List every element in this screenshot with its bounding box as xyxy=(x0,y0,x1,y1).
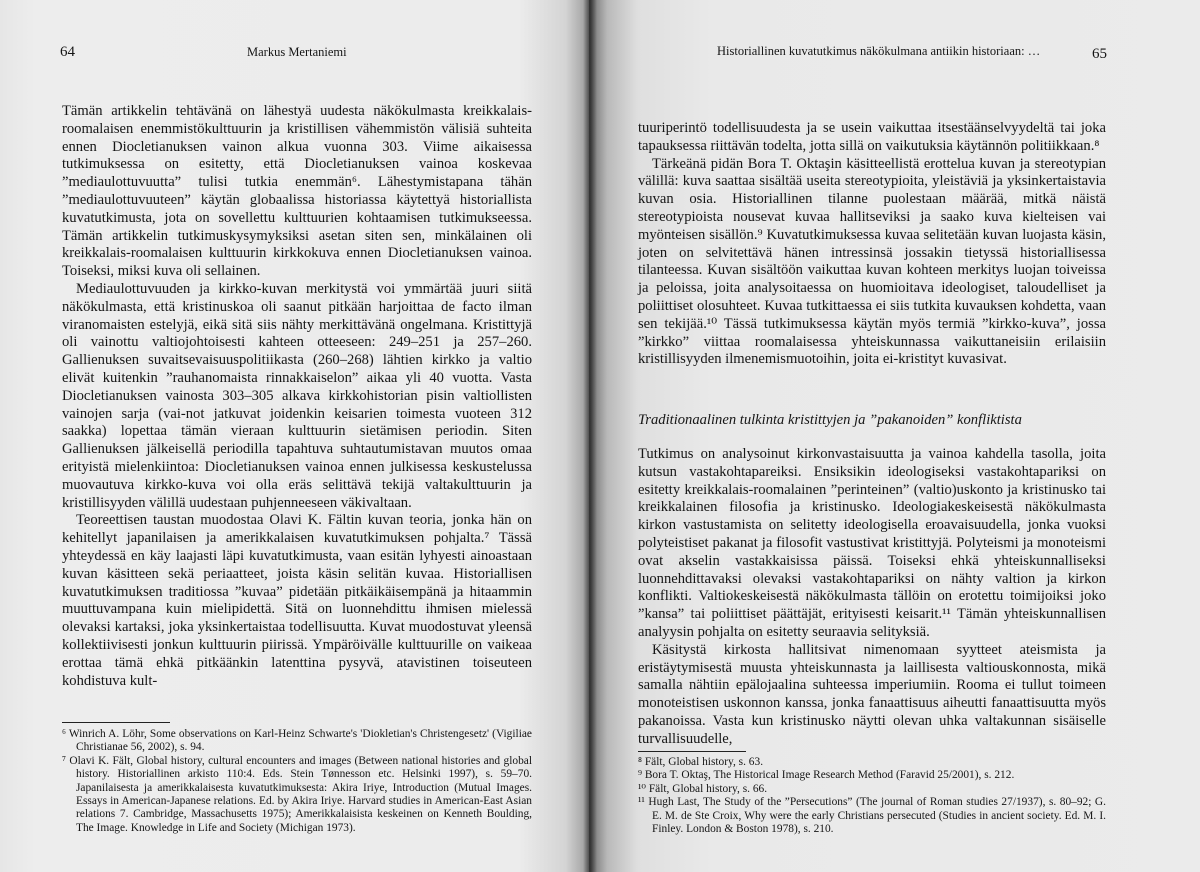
footnote: ⁹ Bora T. Oktaş, The Historical Image Research Method (Faravid 25/2001), s. 212. xyxy=(638,769,1015,782)
paragraph: Tutkimus on analysoinut kirkonvastaisuutta ja vainoa kahdella tasolla, joita kutsun vastakohtapareiksi. Ensiksikin ideologiseksi vastakohtapariksi on esitetty kreikkalais-roomalainen ”perinteinen” (valtio)uskonto ja kristinusko tai kreikkalainen filosofia ja kristinusko. Ideologiakeskeisestä näkökulmasta kirkon vastustamista on selitetty ideologisella eroavaisuudella, jonka vuoksi polyteistiset pakanat ja filosofit vastustivat kristittyjä. Polyteismi ja monoteismi ovat akselin vastakkaisissa päissä. Toiseksi ehkä yhteiskunnalliseksi luonnehdittavaksi olevaksi vastakohtapariksi on nähty valtion ja kirkon konflikti. Valtiokeskeisestä näkökulmasta tällöin on erotettu toimijoiksi joko ”kansa” tai poliittiset päättäjät, erityisesti keisarit.¹¹ Tämän yhteiskunnallisen analyysin pohjalta on esitetty seuraavia selityksiä. xyxy=(638,446,1106,640)
footnote-rule xyxy=(62,722,170,723)
paragraph: Mediaulottuvuuden ja kirkko-kuvan merkitystä voi ymmärtää juuri siitä näkökulmasta, että kristinuskoa oli saanut pitkään harjoittaa de facto ilman viranomaisten estelyjä, eikä sitä siis nähty merkittävänä ongelmana. Kristittyjä oli vainottu valtiojohtoisesti kahteen otteeseen: 249–251 ja 257–260. Gallienuksen suvaitsevaisuuspolitiikasta (260–268) lähtien kirkko ja valtio elivät kuitenkin ”rauhanomaista rinnakkaiselon” aikaa yli 40 vuotta. Vasta Diocletianuksen vainosta 303–305 alkava kirkkohistorian pisin valtiollisten vainojen sarja (vai-not jatkuvat joidenkin keisarien toimesta vuoteen 312 saakka) lopettaa tämän vieraan kulttuurin sietämisen periodin. Siten Gallienuksen jälkeisellä periodilla tapahtuva suhtautumistavan muutos omaa erityistä mielenkiintoa: Diocletianuksen vainoa ennen julkisessa keskustelussa muovautuva kirkko-kuva voi olla eräs selittävä tekijä valtakulttuurin ja kristillisyyden välillä uudestaan puhjenneeseen väkivaltaan. xyxy=(62,280,532,511)
footnote: ¹⁰ Fält, Global history, s. 66. xyxy=(638,782,768,795)
footnote: ⁶ Winrich A. Löhr, Some observations on Karl-Heinz Schwarte's 'Diokletian's Christengesetz' (Vigiliae Christianae 56, 2002), s. 94. xyxy=(62,728,532,754)
running-head: Markus Mertaniemi xyxy=(247,45,347,59)
left-page xyxy=(0,0,589,872)
section-subheading: Traditionaalinen tulkinta kristittyjen ja ”pakanoiden” konfliktista xyxy=(638,412,1022,428)
right-page xyxy=(589,0,1200,872)
body-text xyxy=(62,103,532,690)
body-text xyxy=(638,446,1106,749)
book-gutter-shadow xyxy=(583,0,597,872)
page-number: 65 xyxy=(1092,46,1107,62)
paragraph: Tärkeänä pidän Bora T. Oktaşin käsitteellistä erottelua kuvan ja stereotypian välillä: kuva saattaa sisältää useita stereotypioita, yleistäviä ja yksinkertaistavia kuvan osia. Historiallinen tilanne puolestaan määrää, mitkä näistä stereotypioista nousevat kuvaa hallitseviksi ja saako kuva kielteisen vai myönteisen sisällön.⁹ Kuvatutkimuksessa kuvaa selitetään kuvan luojasta käsin, joten on selvitettävä hänen intressinsä jossakin tietyssä historiallisessa tilanteessa. Kuvan sisältöön vaikuttaa kuvan kohteen merkitys luojan toiveissa ja peloissa, joita analysoitaessa on huomioitava ideologiset, taloudelliset ja poliittiset olosuhteet. Kuvaa tutkittaessa ei siis tutkita kuvauksen kohdetta, vaan sen tekijää.¹⁰ Tässä tutkimuksessa käytän myös termiä ”kirkko-kuva”, jossa ”kirkko” viittaa roomalaisessa yhteiskunnassa vaikuttaneisiin erilaisiin kristillisyyden ilmenemismuotoihin, joita ei-kristityt kuvasivat. xyxy=(638,155,1106,368)
footnote: ⁸ Fält, Global history, s. 63. xyxy=(638,756,764,768)
footnotes xyxy=(638,756,1106,836)
footnotes xyxy=(62,728,532,835)
footnote: ⁷ Olavi K. Fält, Global history, cultural encounters and images (Between national histories and global history. Historiallinen arkisto 110:4. Eds. Stein Tønnesson etc. Helsinki 1997), s. 59–70. Japanilaisesta ja amerikkalaisesta kuvatutkimuksesta: Akira Iriye, Introduction (Mutual Images. Essays in American-Japanese relations. Ed. by Akira Iriye. Harvard studies in American-East Asian relations 7. Cambridge, Massachusetts 1975); Amerikkalaisista keskeinen on Kenneth Boulding, The Image. Knowledge in Life and Society (Michigan 1973). xyxy=(62,754,532,834)
footnote-rule xyxy=(638,751,746,752)
paragraph: Käsitystä kirkosta hallitsivat nimenomaan syytteet ateismista ja eristäytymisestä muusta yhteiskunnasta ja laillisesta valtiouskonnosta, mikä samalla nähtiin epälojaalina suhteessa imperiumiin. Rooma ei tullut toimeen monoteistisen uskonnon kanssa, jonka fanaattisuus aiheutti fanaattisuutta myös pakanoissa. Vasta kun kristinusko näytti olevan uhka valtakunnan sisäiselle turvallisuudelle, xyxy=(638,641,1106,747)
body-text xyxy=(638,120,1106,369)
paragraph: tuuriperintö todellisuudesta ja se usein vaikuttaa itsestäänselvyydeltä tai joka tapauksessa riittävän todelta, jotta sillä on vaikutuksia käytännön politiikkaan.⁸ xyxy=(638,120,1106,154)
paragraph: Tämän artikkelin tehtävänä on lähestyä uudesta näkökulmasta kreikkalais-roomalaisen enemmistökulttuurin ja kristillisen vähemmistön välisiä suhteita ennen Diocletianuksen vainon alkua vuonna 303. Viime aikaisessa tutkimuksessa on esitetty, että Diocletianuksen vainoa koskevaa ”mediaulottuvuutta” tulisi tutkia enemmän⁶. Lähestymistapana tähän ”mediaulottuvuuteen” käytän globaalissa historiassa käytettyä historiallista kuvatutkimusta, jota on sovellettu kulttuurien kohtaamisen tutkimukseessa. Tämän artikkelin tutkimuskysymyksiksi asetan siten sen, minkälainen oli kreikkalais-roomalaisen kulttuurin kirkkokuva ennen Diocletianuksen vainoa. Toiseksi, miksi kuva oli sellainen. xyxy=(62,103,532,280)
running-head: Historiallinen kuvatutkimus näkökulmana antiikin historiaan: … xyxy=(717,44,1041,58)
footnote: ¹¹ Hugh Last, The Study of the ”Persecutions” (The journal of Roman studies 27/1937), s. 80–92; G. E. M. de Ste Croix, Why were the early Christians persecuted (Studies in ancient society. Ed. M. I. Finley. London & Boston 1978), s. 210. xyxy=(638,796,1106,836)
page-number: 64 xyxy=(60,44,75,60)
paragraph: Teoreettisen taustan muodostaa Olavi K. Fältin kuvan teoria, jonka hän on kehitellyt japanilaisen ja amerikkalaisen kuvatutkimuksen pohjalta.⁷ Tässä yhteydessä en käy laajasti läpi kuvatutkimusta, vaan esitän lyhyesti ainoastaan kuvan käsitteen sekä periaatteet, joista käsin selitän kuvaa. Historiallisen kuvatutkimuksen traditiossa ”kuvaa” pidetään pitkäikäisempänä ja hitaammin muuttuvampana kuin mielipidettä. Sitä on luonnehdittu ihmisen mielessä olevaksi kartaksi, joka yksinkertaistaa todellisuutta. Kuvat muodostuvat yleensä kollektiivisesti jonkun kulttuurin piirissä. Ympäröivälle kulttuurille on vaikeaa erottaa tämä ehkä pitkäänkin latenttina pysyvä, atavistinen toiseuteen kohdistuva kult- xyxy=(62,512,532,689)
